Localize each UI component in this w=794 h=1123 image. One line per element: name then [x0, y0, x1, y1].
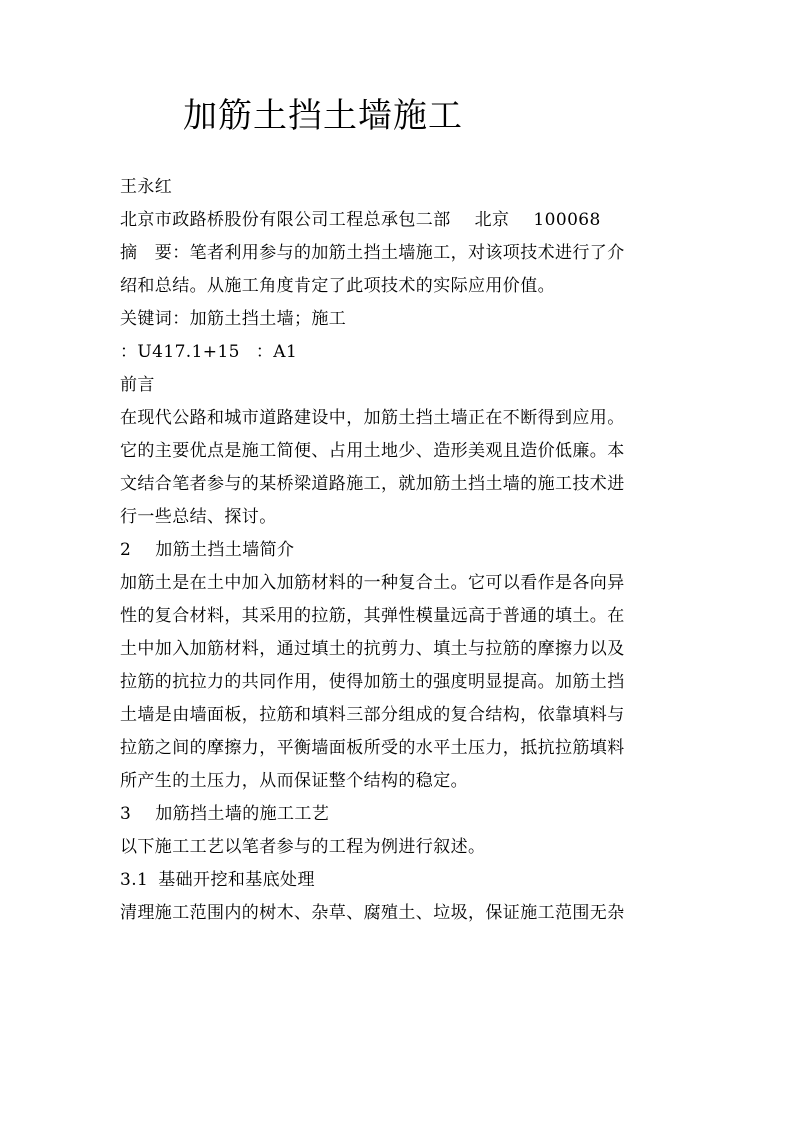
preface-heading: 前言	[120, 375, 155, 395]
keywords-label: 关键词：	[120, 309, 190, 329]
abstract-label: 摘 要：	[120, 243, 190, 263]
abstract-text-1: 笔者利用参与的加筋土挡土墙施工，对该项技术进行了介	[189, 243, 625, 263]
section-2-line-4: 拉筋的抗拉力的共同作用，使得加筋土的强度明显提高。加筋土挡	[120, 672, 625, 692]
section-3-title: 加筋挡土墙的施工工艺	[155, 804, 330, 824]
section-2-line-2: 性的复合材料，其采用的拉筋，其弹性模量远高于普通的填土。在	[120, 606, 625, 626]
keywords-line	[120, 303, 680, 336]
affiliation-postcode: 100068	[533, 210, 601, 230]
section-3-1-number: 3.1	[120, 870, 149, 890]
classification-line	[120, 336, 680, 369]
section-2-number: 2	[120, 540, 132, 560]
preface-line-1: 在现代公路和城市道路建设中，加筋土挡土墙正在不断得到应用。	[120, 408, 625, 428]
section-2-line-1: 加筋土是在土中加入加筋材料的一种复合土。它可以看作是各向异	[120, 573, 625, 593]
document-title: 加筋土挡土墙施工	[183, 96, 463, 136]
preface-line-2: 它的主要优点是施工简便、占用土地少、造形美观且造价低廉。本	[120, 441, 625, 461]
section-3-number: 3	[120, 804, 132, 824]
author-line: 王永红	[120, 177, 173, 197]
section-2-line-7: 所产生的土压力，从而保证整个结构的稳定。	[120, 771, 468, 791]
section-2-line-3: 土中加入加筋材料，通过填土的抗剪力、填土与拉筋的摩擦力以及	[120, 639, 625, 659]
section-3-heading	[120, 798, 680, 831]
section-3-1-title: 基础开挖和基底处理	[158, 870, 315, 890]
section-3-1-line-1: 清理施工范围内的树木、杂草、腐殖土、垃圾，保证施工范围无杂	[120, 903, 625, 923]
section-3-intro: 以下施工工艺以笔者参与的工程为例进行叙述。	[120, 837, 486, 857]
section-3-1-heading	[120, 864, 680, 897]
affiliation-line	[120, 204, 680, 237]
affiliation-city: 北京	[474, 210, 510, 230]
document-code: A1	[273, 342, 298, 362]
affiliation-org: 北京市政路桥股份有限公司工程总承包二部	[120, 210, 451, 230]
preface-line-3: 文结合笔者参与的某桥梁道路施工，就加筋土挡土墙的施工技术进	[120, 474, 625, 494]
section-2-heading	[120, 534, 680, 567]
preface-line-4: 行一些总结、探讨。	[120, 507, 277, 527]
classification-prefix-2: ：	[255, 342, 274, 362]
classification-code: U417.1+15	[137, 342, 240, 362]
abstract-line-2: 绍和总结。从施工角度肯定了此项技术的实际应用价值。	[120, 276, 555, 296]
keywords-value: 加筋土挡土墙；施工	[189, 309, 347, 329]
section-2-line-6: 拉筋之间的摩擦力，平衡墙面板所受的水平土压力，抵抗拉筋填料	[120, 738, 625, 758]
document-body	[120, 171, 680, 930]
section-2-line-5: 土墙是由墙面板，拉筋和填料三部分组成的复合结构，依靠填料与	[120, 705, 625, 725]
classification-prefix-1: ：	[120, 342, 138, 362]
abstract-line-1	[120, 237, 680, 270]
section-2-title: 加筋土挡土墙简介	[155, 540, 295, 560]
